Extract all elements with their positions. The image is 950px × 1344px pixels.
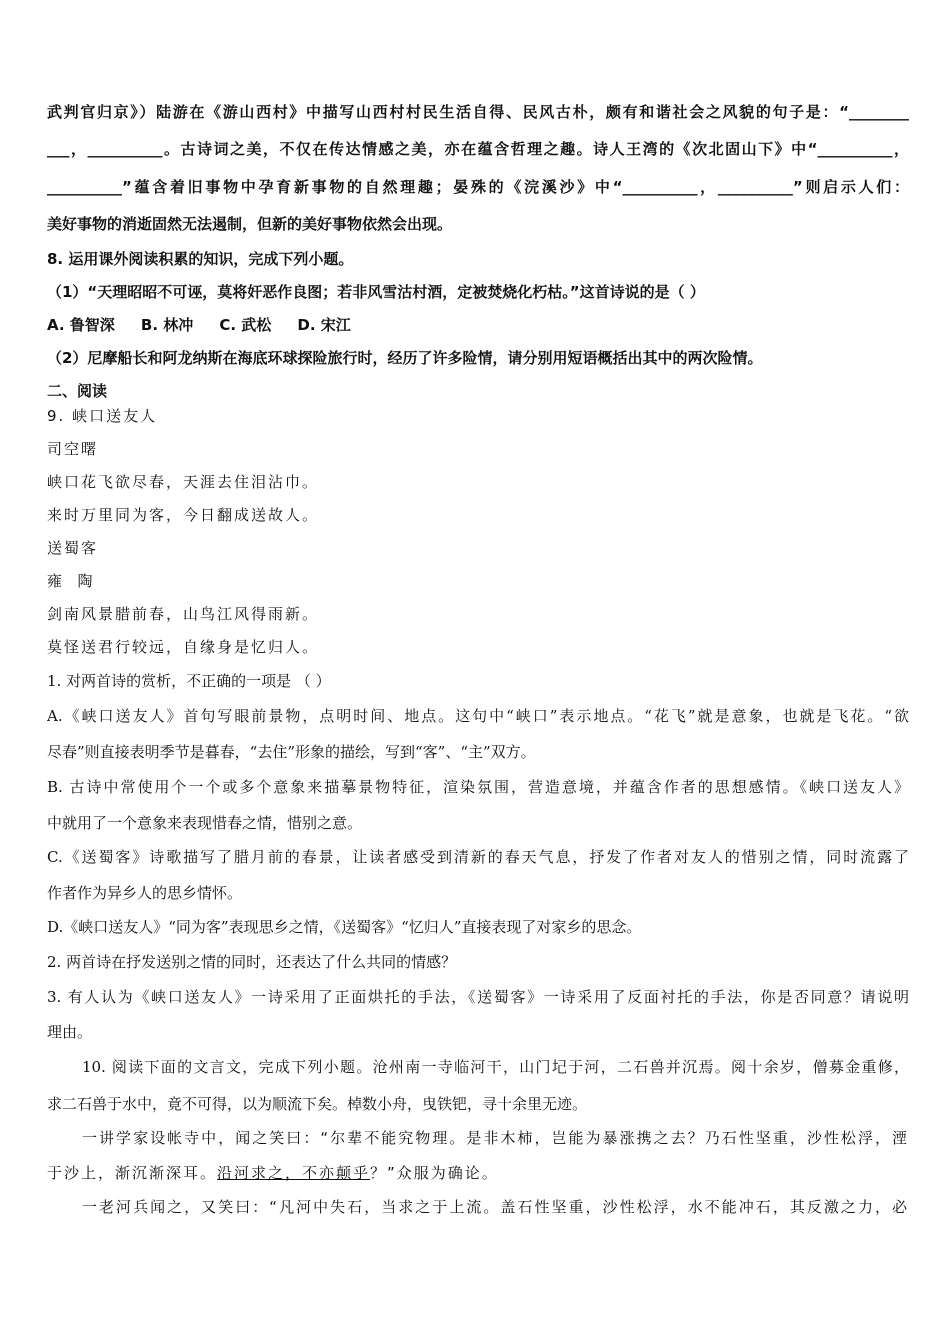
sub-question-3-cont: 理由。 [47, 1023, 93, 1041]
question-8-options: A. 鲁智深 B. 林冲 C. 武松 D. 宋江 [47, 316, 351, 334]
question-8-part-2: （2）尼摩船长和阿龙纳斯在海底环球探险旅行时，经历了许多险情，请分别用短语概括出其中的两次险情。 [47, 349, 763, 367]
question-8-part-1: （1）“天理昭昭不可诬，莫将奸恶作良图；若非风雪沽村酒，定被焚烧化朽枯。”这首诗说的是（ ） [47, 283, 705, 301]
option-a-cont: 尽春”则直接表明季节是暮春，“去住”形象的描绘，写到“客”、“主”双方。 [47, 743, 536, 761]
section-heading: 二、阅读 [47, 382, 108, 400]
option-b: B. 古诗中常使用个一个或多个意象来描摹景物特征，渲染氛围，营造意境，并蕴含作者的思想感情。《峡口送友人》 [47, 778, 909, 796]
poem-1-author: 司空曙 [47, 440, 99, 458]
text-line: __________”蕴含着旧事物中孕育新事物的自然理趣；晏殊的《浣溪沙》中“__________，__________”则启示人们： [47, 178, 909, 196]
option-a: A.《峡口送友人》首句写眼前景物，点明时间、地点。这句中“峡口”表示地点。“花飞”就是意象，也就是飞花。“欲 [47, 707, 909, 725]
sub-question-1: 1. 对两首诗的赏析，不正确的一项是 （ ） [47, 672, 331, 690]
passage-text: 于沙上，渐沉渐深耳。 [47, 1164, 218, 1182]
text-line: ___，__________。古诗词之美，不仅在传达情感之美，亦在蕴含哲理之趣。诗人王湾的《次北固山下》中“__________， [47, 140, 909, 158]
option-c: C.《送蜀客》诗歌描写了腊月前的春景，让读者感受到清新的春天气息，抒发了作者对友人的惜别之情，同时流露了 [47, 848, 909, 866]
passage-text: ？”众服为确论。 [370, 1164, 499, 1182]
passage-line: 一讲学家设帐寺中，闻之笑曰：“尔辈不能究物理。是非木柿，岂能为暴涨携之去？乃石性坚重，沙性松浮，湮 [82, 1129, 909, 1147]
underlined-sentence: 沿河求之，不亦颠乎 [217, 1164, 371, 1182]
text-line: 美好事物的消逝固然无法遏制，但新的美好事物依然会出现。 [47, 215, 453, 233]
sub-question-3: 3. 有人认为《峡口送友人》一诗采用了正面烘托的手法，《送蜀客》一诗采用了反面衬托的手法，你是否同意？请说明 [47, 988, 909, 1006]
poem-2-line: 剑南风景腊前春，山鸟江风得雨新。 [47, 605, 320, 623]
poem-1-line: 来时万里同为客，今日翻成送故人。 [47, 506, 320, 524]
sub-question-2: 2. 两首诗在抒发送别之情的同时，还表达了什么共同的情感？ [47, 953, 457, 971]
passage-line: 求二石兽于水中，竟不可得，以为顺流下矣。棹数小舟，曳铁钯，寻十余里无迹。 [47, 1095, 588, 1113]
poem-1-line: 峡口花飞欲尽春，天涯去住泪沾巾。 [47, 473, 320, 491]
option-d: D.《峡口送友人》“同为客”表现思乡之情，《送蜀客》“忆归人”直接表现了对家乡的思念。 [47, 918, 642, 936]
passage-line: 一老河兵闻之，又笑曰：“凡河中失石，当求之于上流。盖石性坚重，沙性松浮，水不能冲石，其反激之力，必 [82, 1198, 909, 1216]
question-8: 8. 运用课外阅读积累的知识，完成下列小题。 [47, 250, 354, 268]
question-10: 10. 阅读下面的文言文，完成下列小题。沧州南一寺临河干，山门圮于河，二石兽并沉焉。阅十余岁，僧募金重修， [82, 1058, 909, 1076]
poem-2-title: 送蜀客 [47, 539, 99, 557]
option-c-cont: 作者作为异乡人的思乡情怀。 [47, 884, 243, 902]
poem-1-title: 9. 峡口送友人 [47, 407, 158, 425]
poem-2-author: 雍 陶 [47, 572, 95, 590]
poem-2-line: 莫怪送君行较远，自缘身是忆归人。 [47, 638, 320, 656]
option-b-cont: 中就用了一个意象来表现惜春之情，惜别之意。 [47, 814, 363, 832]
text-line: 武判官归京》）陆游在《游山西村》中描写山西村村民生活自得、民风古朴，颇有和谐社会之风貌的句子是：“________ [47, 103, 909, 121]
passage-line [47, 1161, 909, 1185]
